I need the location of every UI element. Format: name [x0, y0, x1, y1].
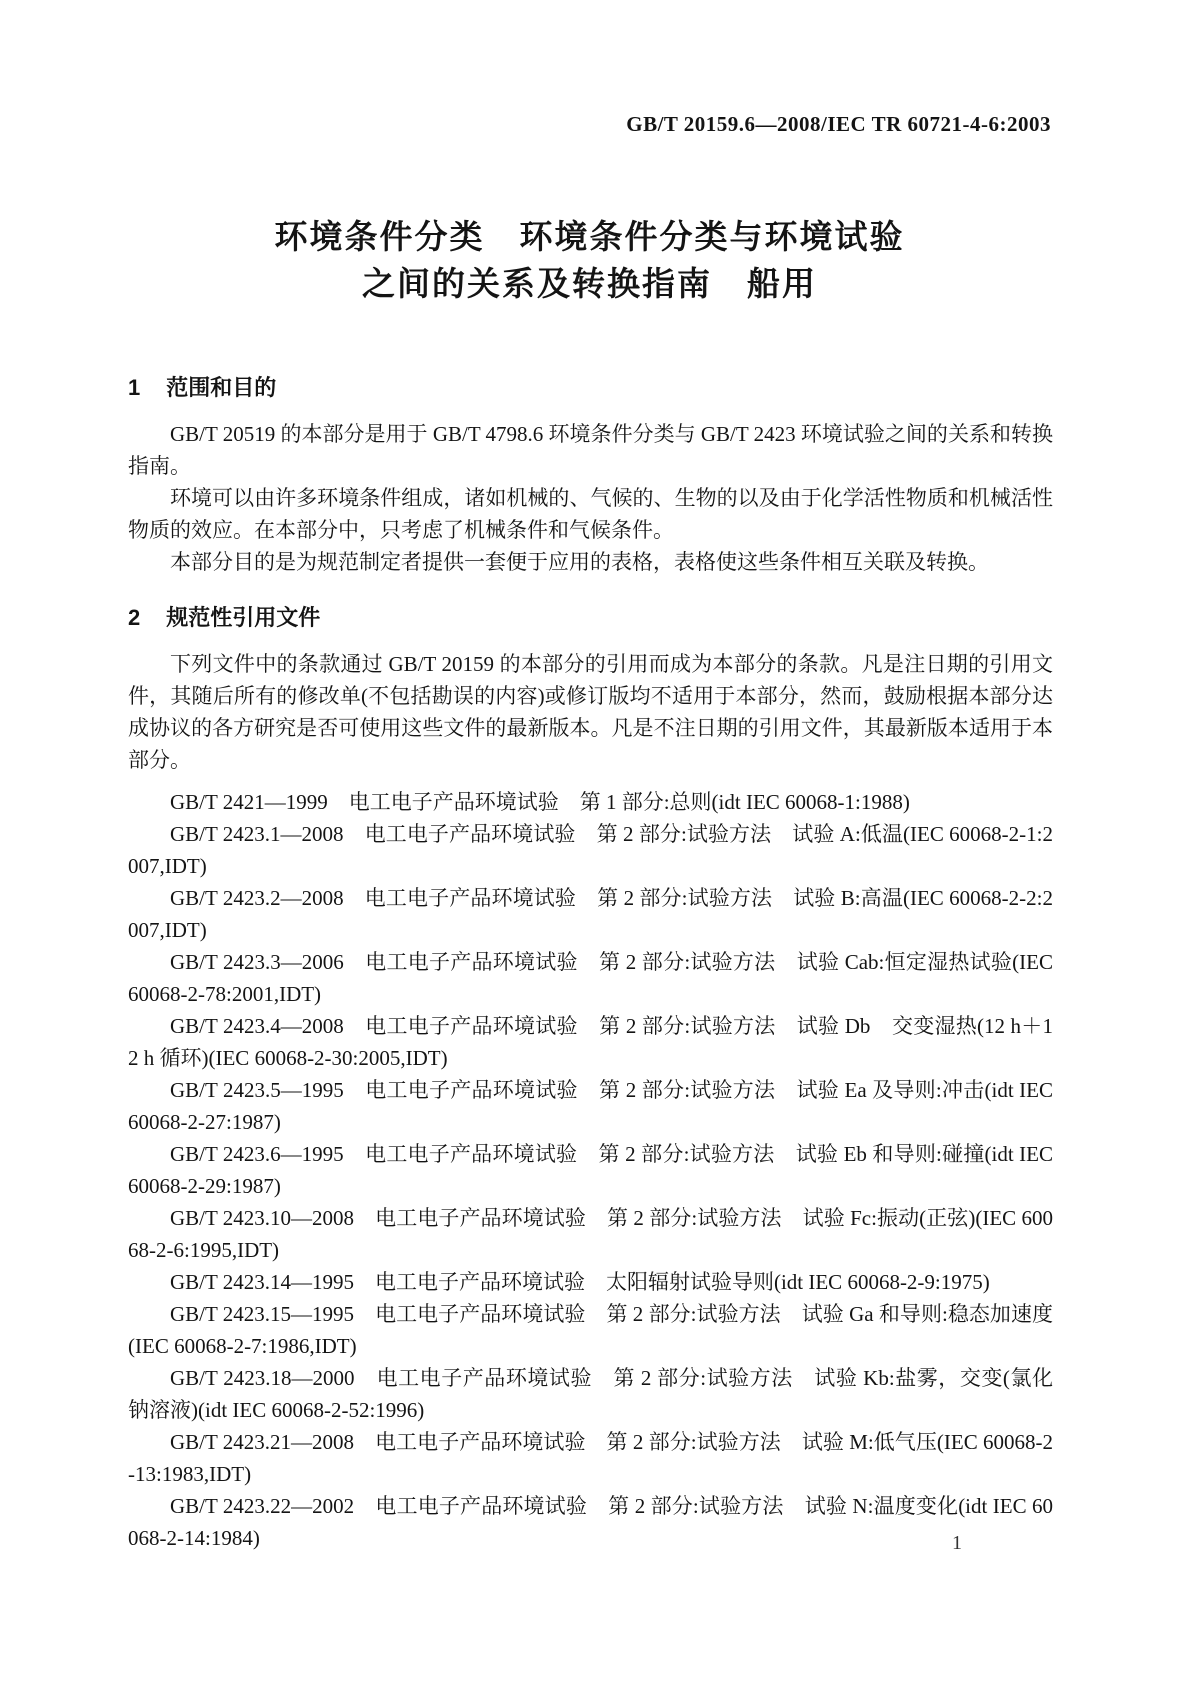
normative-reference-list	[128, 786, 1053, 1554]
paragraph: 下列文件中的条款通过 GB/T 20159 的本部分的引用而成为本部分的条款。凡是注日期的引用文件，其随后所有的修改单(不包括勘误的内容)或修订版均不适用于本部分，然而，鼓励根据本部分达成协议的各方研究是否可使用这些文件的最新版本。凡是不注日期的引用文件，其最新版本适用于本部分。	[128, 652, 1053, 772]
reference-item: GB/T 2423.10—2008 电工电子产品环境试验 第 2 部分:试验方法 试验 Fc:振动(正弦)(IEC 60068-2-6:1995,IDT)	[128, 1206, 1053, 1262]
section-1-title: 范围和目的	[166, 375, 277, 400]
section-2-paragraphs	[128, 648, 1053, 776]
page-number: 1	[952, 1532, 962, 1554]
title-line-2: 之间的关系及转换指南 船用	[362, 265, 817, 302]
reference-item: GB/T 2421—1999 电工电子产品环境试验 第 1 部分:总则(idt IEC 60068-1:1988)	[170, 790, 910, 814]
reference-item: GB/T 2423.14—1995 电工电子产品环境试验 太阳辐射试验导则(idt IEC 60068-2-9:1975)	[170, 1270, 990, 1294]
section-1-heading	[128, 372, 1053, 404]
reference-item: GB/T 2423.22—2002 电工电子产品环境试验 第 2 部分:试验方法 试验 N:温度变化(idt IEC 60068-2-14:1984)	[128, 1494, 1053, 1550]
section-1-paragraphs	[128, 418, 1053, 578]
title-line-1: 环境条件分类 环境条件分类与环境试验	[274, 218, 905, 255]
section-1-number: 1	[128, 375, 141, 400]
reference-item: GB/T 2423.1—2008 电工电子产品环境试验 第 2 部分:试验方法 试验 A:低温(IEC 60068-2-1:2007,IDT)	[128, 822, 1053, 878]
paragraph: GB/T 20519 的本部分是用于 GB/T 4798.6 环境条件分类与 GB/T 2423 环境试验之间的关系和转换指南。	[128, 422, 1053, 478]
reference-item: GB/T 2423.3—2006 电工电子产品环境试验 第 2 部分:试验方法 试验 Cab:恒定湿热试验(IEC 60068-2-78:2001,IDT)	[128, 950, 1053, 1006]
reference-item: GB/T 2423.18—2000 电工电子产品环境试验 第 2 部分:试验方法 试验 Kb:盐雾，交变(氯化钠溶液)(idt IEC 60068-2-52:1996)	[128, 1366, 1053, 1422]
reference-item: GB/T 2423.15—1995 电工电子产品环境试验 第 2 部分:试验方法 试验 Ga 和导则:稳态加速度(IEC 60068-2-7:1986,IDT)	[128, 1302, 1053, 1358]
reference-item: GB/T 2423.2—2008 电工电子产品环境试验 第 2 部分:试验方法 试验 B:高温(IEC 60068-2-2:2007,IDT)	[128, 886, 1053, 942]
paragraph: 本部分目的是为规范制定者提供一套便于应用的表格，表格使这些条件相互关联及转换。	[170, 550, 989, 574]
section-2-title: 规范性引用文件	[166, 605, 321, 630]
paragraph: 环境可以由许多环境条件组成，诸如机械的、气候的、生物的以及由于化学活性物质和机械活性物质的效应。在本部分中，只考虑了机械条件和气候条件。	[128, 486, 1053, 542]
section-2-number: 2	[128, 605, 141, 630]
document-title	[128, 213, 1051, 307]
standard-code-header: GB/T 20159.6—2008/IEC TR 60721-4-6:2003	[626, 112, 1051, 136]
reference-item: GB/T 2423.5—1995 电工电子产品环境试验 第 2 部分:试验方法 试验 Ea 及导则:冲击(idt IEC 60068-2-27:1987)	[128, 1078, 1053, 1134]
reference-item: GB/T 2423.6—1995 电工电子产品环境试验 第 2 部分:试验方法 试验 Eb 和导则:碰撞(idt IEC 60068-2-29:1987)	[128, 1142, 1053, 1198]
section-2-heading	[128, 602, 1053, 634]
reference-item: GB/T 2423.21—2008 电工电子产品环境试验 第 2 部分:试验方法 试验 M:低气压(IEC 60068-2-13:1983,IDT)	[128, 1430, 1053, 1486]
document-body	[128, 372, 1053, 1554]
reference-item: GB/T 2423.4—2008 电工电子产品环境试验 第 2 部分:试验方法 试验 Db 交变湿热(12 h＋12 h 循环)(IEC 60068-2-30:2005,IDT)	[128, 1014, 1053, 1070]
